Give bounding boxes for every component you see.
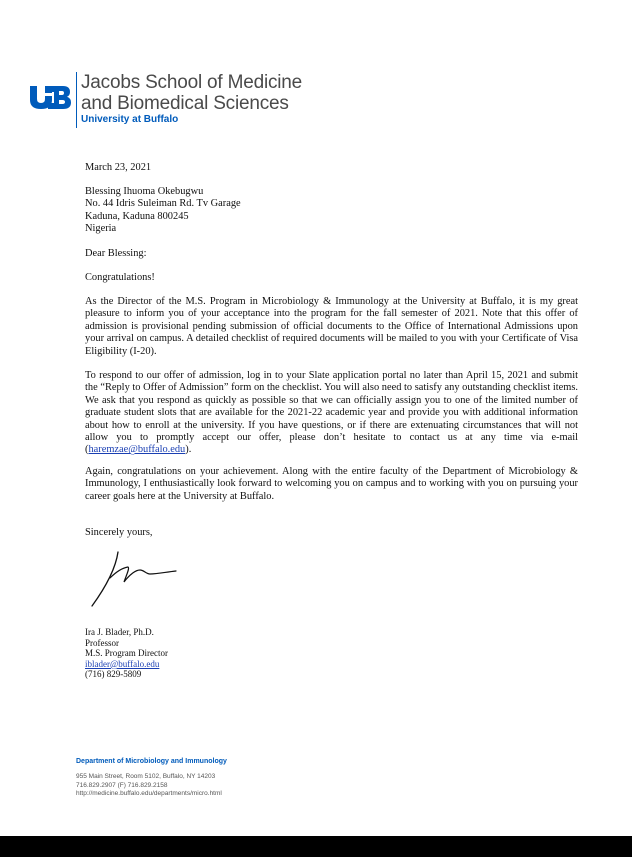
paragraph-respond <box>85 370 578 457</box>
opening-line: Congratulations! <box>85 272 155 283</box>
letterhead <box>29 70 329 130</box>
closing: Sincerely yours, <box>85 527 153 538</box>
signer-email-link[interactable]: iblader@buffalo.edu <box>85 658 160 669</box>
ub-logo-icon <box>29 84 73 110</box>
paragraph-respond-text: To respond to our offer of admission, log in to your Slate application portal no later than April 15, 2021 and submit the “Reply to Offer of Admission” form on the checklist. You will also need to satisfy any outstanding checklist items. We ask that you respond as quickly as possible so that we can officially assign you to one of the limited number of graduate student slots that are available for the 2021-22 academic year and provide you with additional information about how to enroll at the university. If you have questions, or if there are extenuating circumstances that will not allow you to promptly accept our offer, please don’t hesitate to contact us at any time via e-mail ( <box>85 370 578 456</box>
handwritten-signature <box>86 546 178 610</box>
signer-name: Ira J. Blader, Ph.D. <box>85 627 154 637</box>
letter-footer <box>76 757 227 799</box>
letter-date: March 23, 2021 <box>85 162 152 173</box>
footer-department: Department of Microbiology and Immunology <box>76 758 227 765</box>
paragraph-respond-end: ). <box>185 444 192 456</box>
footer-phones: 716.829.2907 (F) 716.829.2158 <box>76 781 168 789</box>
university-name: University at Buffalo <box>81 114 179 125</box>
salutation: Dear Blessing: <box>85 248 147 259</box>
footer-address: 955 Main Street, Room 5102, Buffalo, NY 14203 <box>76 773 216 780</box>
school-name-line1: Jacobs School of Medicine <box>81 72 303 93</box>
recipient-address <box>85 186 241 235</box>
paragraph-acceptance: As the Director of the M.S. Program in Microbiology & Immunology at the University at Buffalo, it is my great pleasure to inform you of your acceptance into the program for the fall semester of 2021. Note that this offer of admission is provisional pending submission of official documents to the Office of International Admissions upon your arrival on campus. A detailed checklist of required documents will be mailed to you with your Certificate of Visa Eligibility (I-20). <box>85 296 578 357</box>
signer-role: M.S. Program Director <box>85 648 168 659</box>
signature-block <box>85 627 168 680</box>
signer-phone: (716) 829-5809 <box>85 669 142 680</box>
footer-url: http://medicine.buffalo.edu/departments/micro.html <box>76 790 222 798</box>
school-name-line2: and Biomedical Sciences <box>81 93 289 114</box>
recipient-name: Blessing Ihuoma Okebugwu <box>85 186 204 197</box>
recipient-city: Kaduna, Kaduna 800245 <box>85 210 189 222</box>
recipient-country: Nigeria <box>85 222 117 234</box>
contact-email-link[interactable]: haremzae@buffalo.edu <box>88 444 186 456</box>
bottom-black-bar <box>0 836 632 857</box>
letterhead-divider <box>76 72 77 128</box>
paragraph-congratulations: Again, congratulations on your achievement. Along with the entire faculty of the Department of Microbiology & Immunology, I enthusiastically look forward to welcoming you on campus and to working with you on pursuing your career goals here at the University at Buffalo. <box>85 466 578 502</box>
recipient-street: No. 44 Idris Suleiman Rd. Tv Garage <box>85 198 241 210</box>
signer-title: Professor <box>85 637 119 648</box>
